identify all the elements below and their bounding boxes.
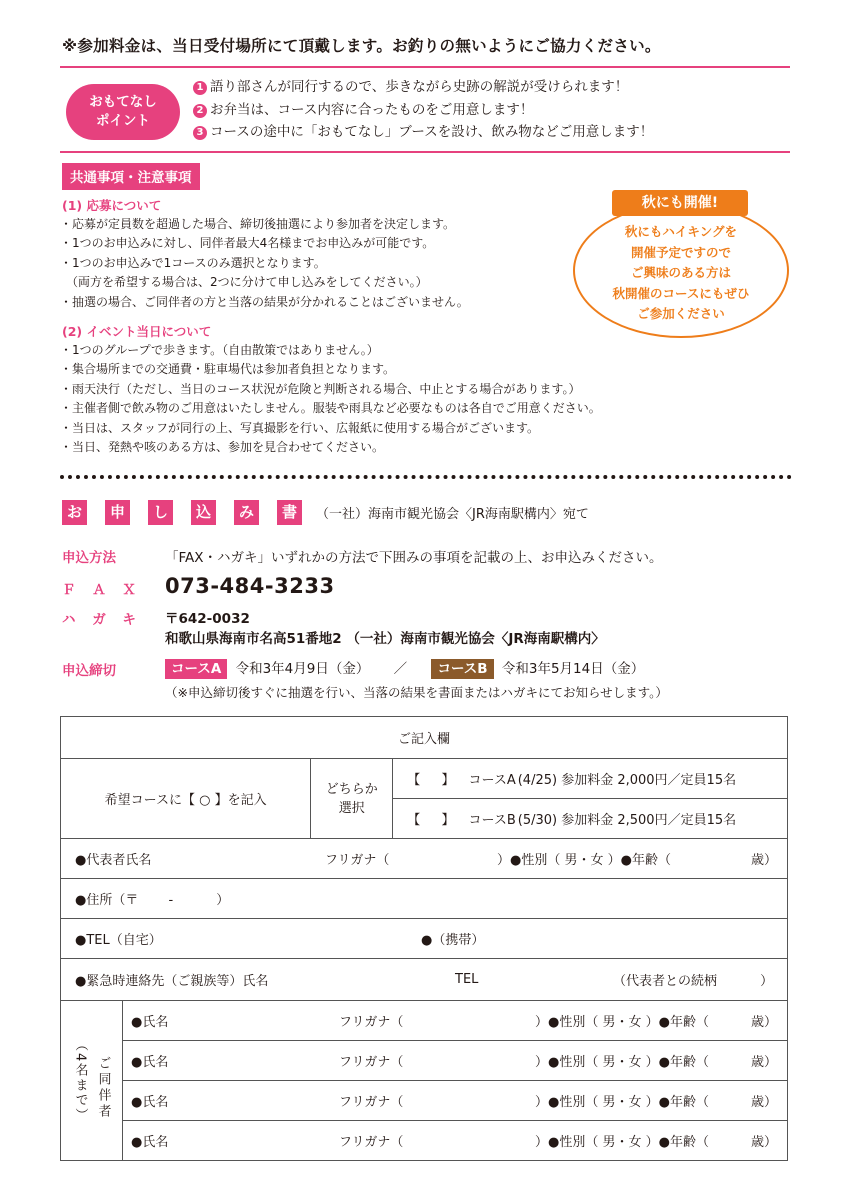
emergency-field[interactable] — [61, 959, 788, 1001]
rep-age-unit: 歳） — [750, 853, 777, 868]
dotted-divider — [60, 475, 792, 479]
slash: ／ — [393, 661, 408, 677]
option-b-detail: (5/30) 参加料金 2,500円／定員15名 — [517, 813, 737, 828]
companion-name-label: ●氏名 — [131, 1095, 169, 1110]
rep-gender-age-label: ）●性別（ 男・女 ）●年齢（ — [497, 853, 671, 868]
option-a-detail: (4/25) 参加料金 2,000円／定員15名 — [517, 773, 737, 788]
section2-title: (2) イベント当日について — [62, 324, 212, 339]
section1-title: (1) 応募について — [62, 198, 162, 213]
rep-name-field[interactable] — [61, 839, 788, 879]
companion-gender-age-label: ）●性別（ 男・女 ）●年齢（ — [535, 1015, 709, 1030]
companion-name-label: ●氏名 — [131, 1055, 169, 1070]
option-a-cell[interactable] — [393, 759, 788, 799]
postcard-label: ハ ガ キ — [62, 612, 142, 628]
tel-home-label: ●TEL（自宅） — [75, 933, 162, 948]
common-notes-title: 共通事項・注意事項 — [62, 163, 200, 190]
point-text: 語り部さんが同行するので、歩きながら史跡の解説が受けられます！ — [210, 79, 629, 95]
choose-label-1: どちらか — [325, 781, 378, 797]
companion-gender-age-label: ）●性別（ 男・女 ）●年齢（ — [535, 1135, 709, 1150]
deadline-row — [165, 657, 644, 679]
autumn-line: 開催予定ですので — [630, 244, 731, 260]
note-item: ・1つのグループで歩きます。（自由散策ではありません。） — [60, 343, 379, 357]
title-char: 書 — [277, 500, 302, 525]
fax-number: 073-484-3233 — [165, 574, 335, 598]
title-char: お — [62, 500, 87, 525]
companion-age-unit: 歳） — [750, 1135, 777, 1150]
note-item: （両方を希望する場合は、2つに分けて申し込みをしてください。） — [66, 275, 428, 290]
postcard-address: 和歌山県海南市名高51番地2 （一社）海南市観光協会〈JR海南駅構内〉 — [165, 631, 605, 647]
title-char: 申 — [105, 500, 130, 525]
companion-furigana-label: フリガナ（ — [339, 1135, 404, 1150]
companions-label: ご同伴者 — [95, 1055, 111, 1120]
emergency-relation-label: （代表者との続柄 ） — [613, 974, 774, 989]
option-a-checkbox[interactable]: 【 】 — [407, 773, 455, 788]
autumn-line: 秋にもハイキングを — [624, 224, 738, 239]
companion-name-label: ●氏名 — [131, 1015, 169, 1030]
title-char: し — [148, 500, 173, 525]
companion-row[interactable] — [123, 1121, 788, 1161]
autumn-badge: 秋にも開催! — [612, 190, 748, 216]
deadline-label: 申込締切 — [62, 663, 116, 679]
companion-furigana-label: フリガナ（ — [339, 1015, 404, 1030]
companion-row[interactable] — [123, 1081, 788, 1121]
option-a-course: コースA — [468, 773, 516, 788]
addressee: （一社）海南市観光協会〈JR海南駅構内〉宛て — [316, 507, 589, 522]
option-b-cell[interactable] — [393, 799, 788, 839]
autumn-notice — [573, 203, 789, 338]
companion-row[interactable] — [123, 1041, 788, 1081]
companion-age-unit: 歳） — [750, 1095, 777, 1110]
companion-furigana-label: フリガナ（ — [339, 1095, 404, 1110]
option-b-course: コースB — [468, 813, 516, 828]
companions-note: （4名まで） — [72, 1037, 88, 1124]
note-item: ・雨天決行（ただし、当日のコース状況が危険と判断される場合、中止とする場合があります。） — [60, 381, 581, 396]
note-item: ・応募が定員数を超過した場合、締切後抽選により参加者を決定します。 — [60, 217, 456, 231]
note-item: ・1つのお申込みに対し、同伴者最大4名様までお申込みが可能です。 — [60, 236, 435, 251]
emergency-label: ●緊急時連絡先（ご親族等）氏名 — [75, 974, 269, 989]
companion-age-unit: 歳） — [750, 1015, 777, 1030]
choose-label-2: 選択 — [338, 800, 365, 816]
tel-mobile-label: ●（携帯） — [421, 933, 485, 948]
rep-name-label: ●代表者氏名 — [75, 853, 152, 868]
method-label: 申込方法 — [62, 550, 116, 566]
note-item: ・当日、発熱や咳のある方は、参加を見合わせてください。 — [60, 440, 385, 455]
emergency-tel-label: TEL — [455, 972, 479, 987]
point-item — [193, 76, 653, 99]
option-b-checkbox[interactable]: 【 】 — [407, 813, 455, 828]
section2-list — [60, 341, 601, 457]
application-form — [60, 716, 788, 1161]
courseA-tag: コースA — [165, 659, 227, 679]
autumn-line: ご参加ください — [637, 306, 725, 321]
courseB-date: 令和3年5月14日（金） — [501, 661, 645, 677]
omotenashi-line1: おもてなし — [89, 94, 157, 110]
companion-gender-age-label: ）●性別（ 男・女 ）●年齢（ — [535, 1095, 709, 1110]
courseA-date: 令和3年4月9日（金） — [235, 661, 370, 677]
courseB-tag: コースB — [431, 659, 493, 679]
title-char: 込 — [191, 500, 216, 525]
companion-row[interactable] — [123, 1001, 788, 1041]
postcard-zip: 〒642-0032 — [165, 611, 250, 627]
fax-label: Ｆ Ａ Ｘ — [62, 582, 142, 598]
address-field[interactable] — [61, 879, 788, 919]
autumn-line: 秋開催のコースにもぜひ — [612, 285, 750, 301]
title-char: み — [234, 500, 259, 525]
companion-name-label: ●氏名 — [131, 1135, 169, 1150]
companion-furigana-label: フリガナ（ — [339, 1055, 404, 1070]
point-number: 3 — [193, 126, 207, 140]
address-label: ●住所（〒 - ） — [75, 893, 230, 908]
note-item: ・抽選の場合、ご同伴者の方と当落の結果が分かれることはございません。 — [60, 294, 469, 309]
note-item: ・主催者側で飲み物のご用意はいたしません。服装や雨具など必要なものは各自でご用意ください。 — [60, 401, 601, 416]
choose-label — [311, 759, 393, 839]
divider-top — [60, 66, 790, 68]
point-item — [193, 121, 653, 144]
omotenashi-points — [193, 76, 653, 144]
point-text: お弁当は、コース内容に合ったものをご用意します！ — [210, 101, 534, 118]
rep-furigana-label: フリガナ（ — [325, 853, 390, 868]
method-text: 「FAX・ハガキ」いずれかの方法で下囲みの事項を記載の上、お申込みください。 — [165, 550, 663, 566]
point-number: 1 — [193, 81, 207, 95]
tel-field[interactable] — [61, 919, 788, 959]
omotenashi-line2: ポイント — [96, 113, 150, 129]
form-header: ご記入欄 — [61, 717, 788, 759]
application-title — [62, 500, 589, 525]
point-number: 2 — [193, 104, 207, 118]
note-item: ・集合場所までの交通費・駐車場代は参加者負担となります。 — [60, 362, 396, 377]
note-item: ・当日は、スタッフが同行の上、写真撮影を行い、広報紙に使用する場合がございます。 — [60, 420, 540, 435]
companions-label-cell — [61, 1001, 123, 1161]
omotenashi-badge — [66, 84, 180, 140]
companion-age-unit: 歳） — [750, 1055, 777, 1070]
point-item — [193, 99, 653, 122]
autumn-line: ご興味のある方は — [630, 265, 731, 280]
section1-list — [60, 215, 469, 312]
point-text: コースの途中に「おもてなし」ブースを設け、飲み物などご用意します！ — [210, 124, 654, 140]
companion-gender-age-label: ）●性別（ 男・女 ）●年齢（ — [535, 1055, 709, 1070]
fee-notice: ※参加料金は、当日受付場所にて頂戴します。お釣りの無いようにご協力ください。 — [62, 37, 661, 55]
deadline-note: （※申込締切後すぐに抽選を行い、当落の結果を書面またはハガキにてお知らせします。） — [165, 685, 668, 700]
divider-points — [60, 151, 790, 153]
course-choice-label: 希望コースに【 ○ 】を記入 — [61, 759, 311, 839]
note-item: ・1つのお申込みで1コースのみ選択となります。 — [60, 255, 326, 270]
